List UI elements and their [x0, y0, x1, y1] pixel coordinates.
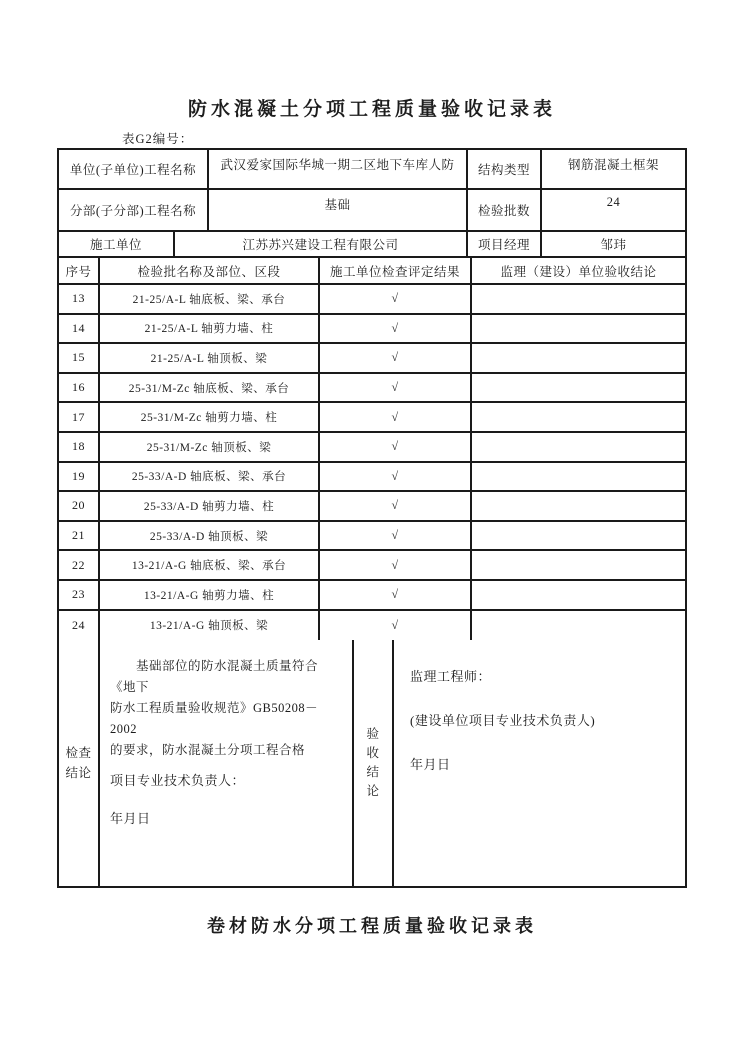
batch-name-cell: 25-31/M-Zc 轴顶板、梁 [100, 433, 320, 461]
row-number-cell: 13 [59, 285, 100, 313]
supervisor-conclusion-cell [472, 611, 685, 641]
unit-project-value: 武汉爱家国际华城一期二区地下车库人防 [209, 150, 468, 188]
unit-project-row [59, 150, 685, 190]
supervisor-conclusion-cell [472, 344, 685, 372]
check-result-cell: √ [320, 551, 472, 579]
header-batch-name: 检验批名称及部位、区段 [100, 258, 320, 283]
contractor-row [59, 232, 685, 258]
row-number-cell: 14 [59, 315, 100, 343]
supervisor-conclusion-cell [472, 433, 685, 461]
check-result-cell: √ [320, 344, 472, 372]
subdivision-value: 基础 [209, 190, 468, 230]
supervisor-signature-label: 监理工程师： [410, 669, 492, 685]
check-result-cell: √ [320, 463, 472, 491]
batch-count-label: 检验批数 [468, 190, 542, 230]
batch-name-cell: 13-21/A-G 轴顶板、梁 [100, 611, 320, 641]
form-code-label: 表G2编号： [122, 132, 194, 146]
row-number-cell: 15 [59, 344, 100, 372]
check-result-cell: √ [320, 581, 472, 609]
builder-note-label: (建设单位项目专业技术负责人) [410, 713, 596, 729]
conclusion-text-line: 防水工程质量验收规范》GB50208－2002 [110, 701, 319, 737]
batch-name-cell: 25-31/M-Zc 轴剪力墙、柱 [100, 403, 320, 431]
supervisor-conclusion-cell [472, 463, 685, 491]
row-number-cell: 17 [59, 403, 100, 431]
table-row [59, 522, 685, 552]
row-number-cell: 19 [59, 463, 100, 491]
check-result-cell: √ [320, 315, 472, 343]
batch-name-cell: 25-31/M-Zc 轴底板、梁、承台 [100, 374, 320, 402]
table-row [59, 285, 685, 315]
check-result-cell: √ [320, 285, 472, 313]
batch-name-cell: 21-25/A-L 轴顶板、梁 [100, 344, 320, 372]
project-manager-value: 邹玮 [600, 238, 627, 252]
page-title: 防水混凝土分项工程质量验收记录表 [187, 99, 556, 120]
supervisor-conclusion-cell [472, 551, 685, 579]
batch-name-cell: 21-25/A-L 轴底板、梁、承台 [100, 285, 320, 313]
conclusion-text-line: 基础部位的防水混凝土质量符合《地下 [110, 659, 319, 695]
table-row [59, 374, 685, 404]
contractor-value: 江苏苏兴建设工程有限公司 [175, 232, 468, 256]
check-result-cell: √ [320, 611, 472, 641]
subdivision-label: 分部(子分部)工程名称 [59, 190, 209, 230]
table-row [59, 581, 685, 611]
structure-type-label: 结构类型 [468, 150, 542, 188]
check-result-cell: √ [320, 492, 472, 520]
batch-name-cell: 13-21/A-G 轴剪力墙、柱 [100, 581, 320, 609]
check-label-line: 结论 [65, 766, 92, 781]
supervisor-conclusion-cell [472, 403, 685, 431]
table-row [59, 344, 685, 374]
subdivision-row [59, 190, 685, 232]
accept-label-char: 收 [366, 746, 380, 761]
accept-conclusion-label [354, 640, 394, 886]
batch-name-cell: 13-21/A-G 轴底板、梁、承台 [100, 551, 320, 579]
supervisor-conclusion-cell [472, 492, 685, 520]
accept-date-label: 年月日 [410, 757, 451, 773]
batch-name-cell: 25-33/A-D 轴剪力墙、柱 [100, 492, 320, 520]
supervisor-conclusion-area [394, 640, 685, 886]
next-page-title: 卷材防水分项工程质量验收记录表 [207, 916, 537, 936]
table-row [59, 403, 685, 433]
row-number-cell: 22 [59, 551, 100, 579]
header-no: 序号 [59, 258, 100, 283]
accept-label-char: 验 [366, 727, 380, 742]
accept-label-char: 论 [366, 784, 380, 799]
row-number-cell: 23 [59, 581, 100, 609]
table-row [59, 551, 685, 581]
tech-leader-signature-label: 项目专业技术负责人： [110, 773, 246, 789]
accept-label-char: 结 [366, 765, 380, 780]
project-manager-label: 项目经理 [468, 232, 542, 256]
acceptance-record-table [57, 148, 687, 888]
batch-count-value: 24 [606, 195, 621, 209]
check-result-cell: √ [320, 374, 472, 402]
batch-name-cell: 21-25/A-L 轴剪力墙、柱 [100, 315, 320, 343]
structure-type-value: 钢筋混凝土框架 [567, 158, 659, 172]
row-number-cell: 16 [59, 374, 100, 402]
header-supervisor-conclusion: 监理（建设）单位验收结论 [500, 264, 657, 279]
batch-name-cell: 25-33/A-D 轴顶板、梁 [100, 522, 320, 550]
check-result-cell: √ [320, 522, 472, 550]
unit-project-label: 单位(子单位)工程名称 [59, 150, 209, 188]
check-conclusion-text [100, 640, 354, 886]
row-number-cell: 24 [59, 611, 100, 641]
supervisor-conclusion-cell [472, 315, 685, 343]
row-number-cell: 21 [59, 522, 100, 550]
list-header-row [59, 258, 685, 285]
check-label-line: 检查 [65, 746, 92, 761]
table-row [59, 315, 685, 345]
table-row [59, 492, 685, 522]
supervisor-conclusion-cell [472, 285, 685, 313]
conclusion-text-line: 的要求，防水混凝土分项工程合格 [110, 743, 306, 758]
check-date-label: 年月日 [110, 811, 151, 827]
table-row [59, 611, 685, 641]
supervisor-conclusion-cell [472, 374, 685, 402]
table-row [59, 433, 685, 463]
check-result-cell: √ [320, 403, 472, 431]
table-row [59, 463, 685, 493]
check-result-cell: √ [320, 433, 472, 461]
batch-name-cell: 25-33/A-D 轴底板、梁、承台 [100, 463, 320, 491]
conclusion-row [59, 640, 685, 886]
check-conclusion-label [59, 640, 100, 886]
header-check-result: 施工单位检查评定结果 [320, 258, 472, 283]
row-number-cell: 18 [59, 433, 100, 461]
supervisor-conclusion-cell [472, 522, 685, 550]
supervisor-conclusion-cell [472, 581, 685, 609]
row-number-cell: 20 [59, 492, 100, 520]
contractor-label: 施工单位 [59, 232, 175, 256]
